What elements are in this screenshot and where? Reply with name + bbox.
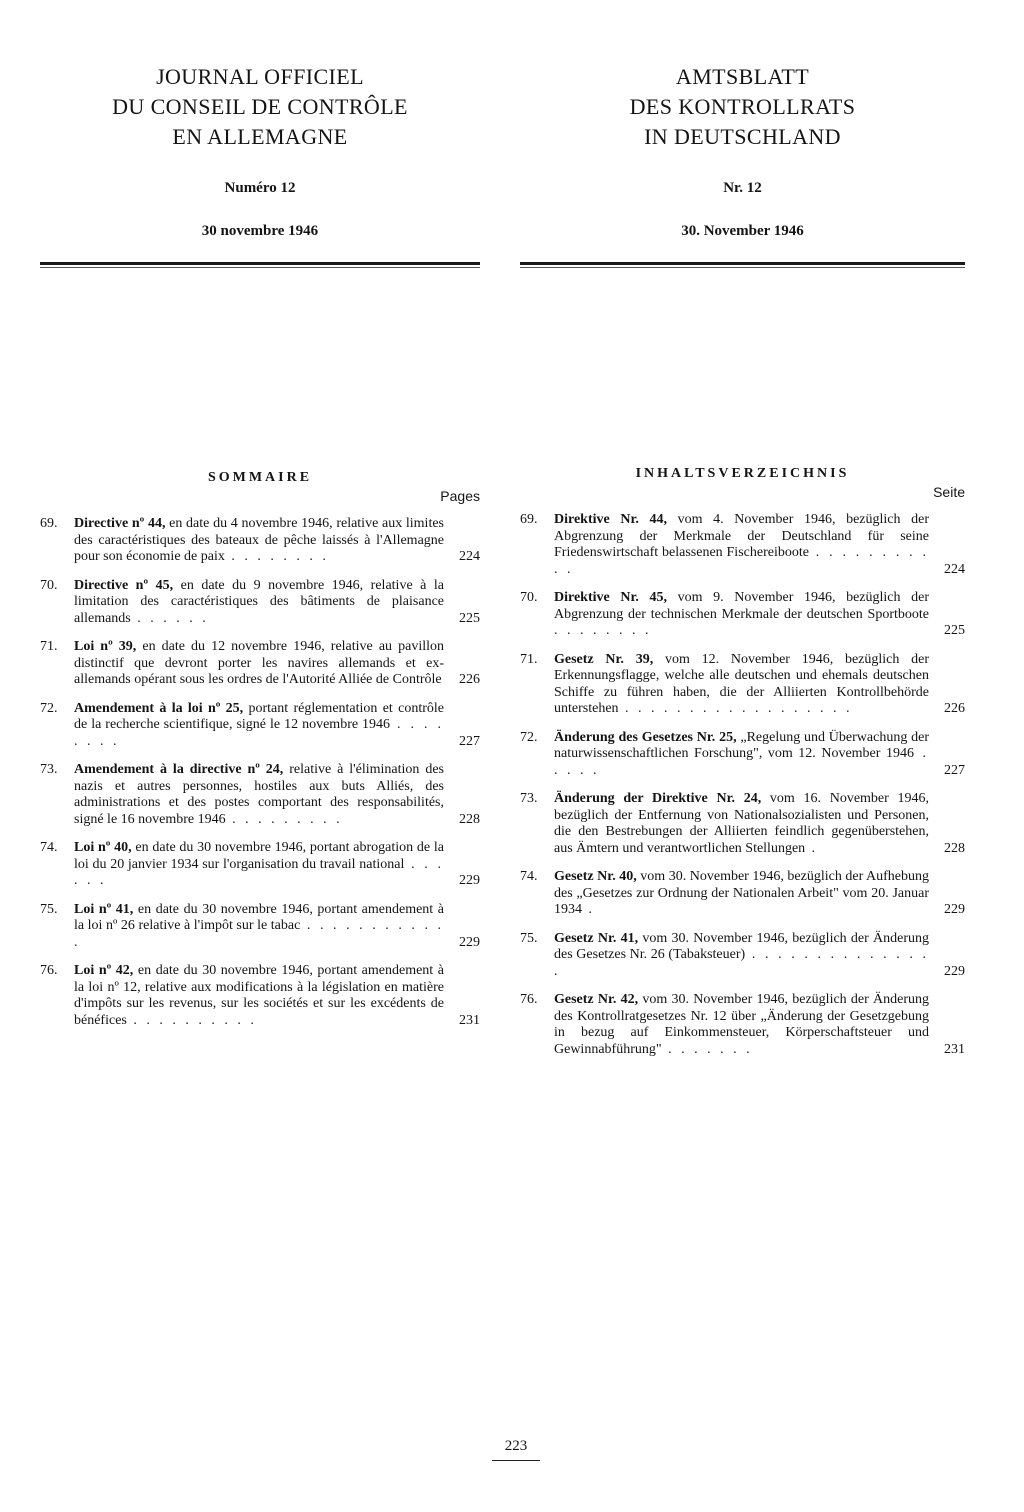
german-table-of-contents [520,466,965,1058]
toc-entry-leader: . . . . . . . . . . [126,1012,257,1028]
toc-entry-description: vom 30. November 1946, bezüglich der Aufhebung des „Gesetzes zur Ordnung der Nationalen Arbeit" vom 20. Januar 1934 [554,869,929,917]
german-masthead [520,62,965,268]
french-table-of-contents [40,470,480,1029]
toc-entry-title: Direktive Nr. 45, [554,590,668,605]
toc-entry-page: 229 [459,873,480,888]
toc-entry-title: Loi nº 40, [74,840,132,855]
toc-entry-number: 75. [520,930,538,946]
toc-entry-page: 224 [459,549,480,564]
french-toc-heading: SOMMAIRE [207,470,313,485]
toc-entry-title: Gesetz Nr. 41, [554,930,639,946]
toc-entry [520,652,965,718]
toc-entry [40,578,480,628]
page-number-rule [492,1460,540,1461]
toc-entry-number: 74. [520,869,538,884]
toc-entry-title: Directive nº 45, [74,577,174,593]
toc-entry-description: vom 30. November 1946, bezüglich der Änderung des Gesetzes Nr. 26 (Tabaksteuer) [554,930,929,962]
french-journal-title: JOURNAL OFFICIEL DU CONSEIL DE CONTRÔLE EN ALLEMAGNE [112,64,408,149]
toc-entry-text [74,902,444,952]
toc-entry-text [74,639,444,689]
toc-entry [40,516,480,566]
toc-entry-description: en date du 4 novembre 1946, relative aux limites des caractéristiques des bateaux de pêche laissés à l'Allemagne pour son économie de paix [74,516,444,564]
toc-entry-page: 231 [459,1012,480,1028]
toc-entry-leader: . . . . . . . . . . . [554,545,929,577]
toc-entry-title: Änderung der Direktive Nr. 24, [554,791,762,806]
toc-entry-text [554,869,929,919]
toc-entry-text [554,730,929,780]
toc-entry-title: Loi nº 42, [74,963,134,978]
toc-entry-title: Directive nº 44, [74,516,166,531]
toc-entry-page: 228 [459,811,480,827]
toc-entry-leader: . . . . . . . . . [225,811,343,827]
toc-entry-description: vom 9. November 1946, bezüglich der Abgrenzung der technischen Merkmale der deutschen Sportboote [554,590,930,622]
toc-entry-number: 75. [40,901,58,917]
german-pages-heading: Seite [933,484,965,500]
french-toc-entries [40,516,480,1029]
toc-entry-leader: . [805,840,819,856]
toc-entry-text [554,652,929,718]
toc-entry [520,512,965,578]
toc-entry [520,590,965,640]
toc-entry-number: 74. [40,840,58,855]
toc-entry-title: Gesetz Nr. 42, [554,992,639,1007]
toc-entry-number: 71. [520,651,538,667]
french-pages-heading: Pages [440,488,480,504]
french-header-rule [40,262,480,265]
toc-entry-number: 76. [520,992,538,1007]
french-issue-date: 30 novembre 1946 [201,223,319,239]
toc-entry-text [74,840,444,890]
toc-entry-leader: . . . . . . [74,856,445,888]
toc-entry-description: vom 4. November 1946, bezüglich der Abgrenzung der Merkmale der Deutschland für seine Friedenswirtschaft belassenen Fischereiboote [554,512,930,560]
toc-entry-text [554,590,929,640]
toc-entry-title: Änderung des Gesetzes Nr. 25, [554,729,737,745]
toc-entry-number: 73. [40,762,58,777]
german-toc-heading: INHALTSVERZEICHNIS [635,466,850,481]
toc-entry-description: relative à l'élimination des nazis et autres personnes, hostiles aux buts Alliés, des administrations et des postes comportant des responsabilités, signé le 16 novembre 1946 [74,762,444,827]
toc-entry [40,963,480,1029]
french-masthead [40,62,480,268]
toc-entry-number: 70. [40,577,58,593]
toc-entry [520,931,965,981]
toc-entry [520,992,965,1058]
toc-entry-leader: . . . . . . [130,610,209,626]
toc-entry-description: en date du 30 novembre 1946, portant abrogation de la loi du 20 janvier 1934 sur l'organisation du travail national [74,840,444,872]
german-journal-title: AMTSBLATT DES KONTROLLRATS IN DEUTSCHLAND [629,64,856,149]
toc-entry-number: 72. [40,700,58,716]
toc-entry [520,869,965,919]
german-toc-entries [520,512,965,1058]
page-number: 223 [504,1438,528,1454]
toc-entry-leader: . . . . . . . . [224,549,329,564]
toc-entry-leader: . . . . . . . . [74,717,445,749]
toc-entry-title: Gesetz Nr. 39, [554,651,654,667]
toc-entry-page: 225 [944,623,965,638]
toc-entry-text [74,701,444,751]
toc-entry-page: 229 [459,934,480,950]
toc-entry-number: 73. [520,791,538,806]
german-header-rule [520,262,965,265]
toc-entry-title: Loi nº 41, [74,901,134,917]
toc-entry-description: vom 12. November 1946, bezüglich der Erkennungsflagge, welche alle deutschen und ehemals deutschen Schiffe zu führen haben, die der Alliierten Kontrollbehörde unterstehen [554,651,930,716]
toc-entry-number: 69. [40,516,58,531]
toc-entry-leader: . . . . . . . . . . . . [74,918,444,950]
toc-entry-text [74,762,444,828]
toc-entry-page: 227 [459,733,480,749]
german-header-rule-thin [520,267,965,268]
toc-entry-number: 76. [40,963,58,978]
toc-entry-leader: . . . . . . . [661,1041,753,1057]
toc-entry-page: 229 [944,963,965,979]
toc-entry-title: Loi nº 39, [74,639,137,654]
toc-entry-number: 70. [520,590,538,605]
toc-entry-leader: . . . . . . . . [554,623,652,638]
toc-entry-description: portant réglementation et contrôle de la recherche scientifique, signé le 12 novembre 1946 [74,700,444,732]
toc-entry-description: vom 16. November 1946, bezüglich der Entfernung von Nationalsozialisten und Personen, die den Bestrebungen der Alliierten feindlich gegenüberstehen, aus Ämtern und verantwortlichen Stellungen [554,791,929,856]
toc-entry-title: Direktive Nr. 44, [554,512,668,527]
german-issue-number: Nr. 12 [723,180,762,196]
toc-entry-title: Gesetz Nr. 40, [554,869,637,884]
toc-entry-leader: . . . . . . . . . . . . . . . . . . [618,701,853,716]
toc-entry-page: 228 [944,840,965,856]
toc-entry-text [554,512,929,578]
toc-entry-page: 229 [944,902,965,917]
toc-entry-description: en date du 12 novembre 1946, relative au pavillon distinctif que devront porter les navires allemands et ex-allemands opérant sous les ordres de l'Autorité Alliée de Contrôle [74,639,444,687]
toc-entry-number: 69. [520,512,538,527]
toc-entry-page: 231 [944,1041,965,1057]
toc-entry-number: 71. [40,639,58,654]
french-header-rule-thin [40,267,480,268]
toc-entry [40,701,480,751]
toc-entry [40,639,480,689]
toc-entry-text [74,516,444,566]
toc-entry-description: en date du 9 novembre 1946, relative à la limitation des caractéristiques des bâtiments de plaisance allemands [74,577,444,626]
toc-entry [40,762,480,828]
toc-entry [40,902,480,952]
toc-entry-text [554,791,929,857]
toc-entry-text [74,578,444,628]
toc-entry-page: 226 [944,701,965,716]
toc-entry-description: „Regelung und Überwachung der naturwissenschaftlichen Forschung", vom 12. November 1946 [554,729,929,761]
toc-entry-text [554,931,929,981]
toc-entry [40,840,480,890]
toc-entry [520,730,965,780]
french-issue-number: Numéro 12 [224,180,296,196]
toc-entry-text [74,963,444,1029]
toc-entry-page: 225 [459,610,480,626]
toc-entry-description: en date du 30 novembre 1946, portant amendement à la loi nº 26 relative à l'impôt sur le tabac [74,901,444,933]
toc-entry-title: Amendement à la loi nº 25, [74,700,244,716]
toc-entry-number: 72. [520,729,538,745]
toc-entry [520,791,965,857]
toc-entry-leader: . . . . . . . . . . . . . . . [554,947,929,979]
german-issue-date: 30. November 1946 [681,223,804,239]
toc-entry-text [554,992,929,1058]
toc-entry-page: 224 [944,561,965,577]
toc-entry-page: 227 [944,762,965,778]
toc-entry-title: Amendement à la directive nº 24, [74,762,284,777]
toc-entry-description: en date du 30 novembre 1946, portant amendement à la loi nº 12, relative aux modifications à la législation en matière d'impôts sur les revenus, sur les sociétés et sur les excédents de bénéfices [74,963,444,1028]
toc-entry-description: vom 30. November 1946, bezüglich der Änderung des Kontrollratgesetzes Nr. 12 über „Änderung der Gesetzgebung in bezug auf Einkommensteuer, Körperschaftsteuer und Gewinnabführung" [554,992,929,1057]
toc-entry-leader: . [582,902,595,917]
toc-entry-leader: . . . . . [554,746,929,778]
toc-entry-page: 226 [459,672,480,687]
